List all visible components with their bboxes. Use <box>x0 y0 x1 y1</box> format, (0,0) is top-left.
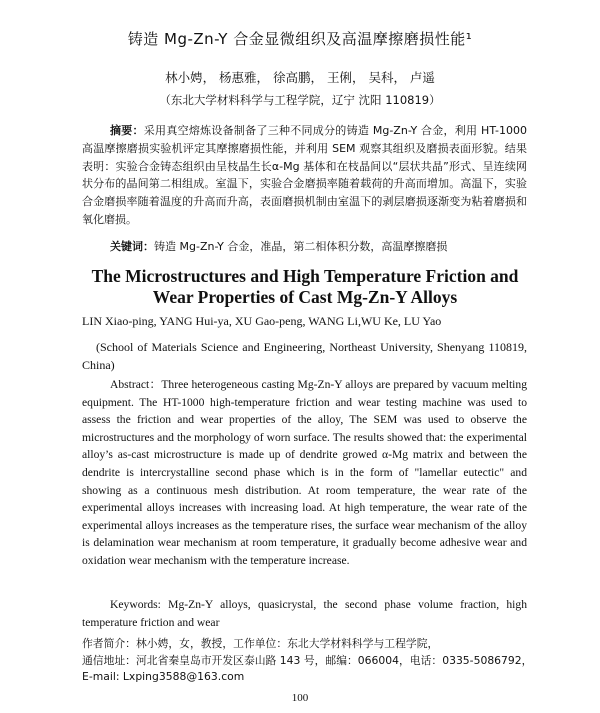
english-abstract <box>82 376 527 570</box>
chinese-authors: 林小娉， 杨惠雅， 徐高鹏， 王俐， 吴科， 卢遥 <box>165 70 435 85</box>
author-intro: 作者简介：林小娉，女，教授，工作单位：东北大学材料科学与工程学院， <box>82 637 439 650</box>
english-keywords-label: Keywords: <box>110 598 161 611</box>
mailing-address: 通信地址：河北省秦皇岛市开发区泰山路 143 号，邮编：066004，电话：0335-5086792， <box>82 653 533 667</box>
chinese-keywords-label: 关键词： <box>110 240 154 253</box>
chinese-abstract-text: 采用真空熔炼设备制备了三种不同成分的铸造 Mg-Zn-Y 合金，利用 HT-1000 高温摩擦磨损实验机评定其摩擦磨损性能，并利用 SEM 观察其组织及磨损表面形貌。结果表明：实验合金铸态组织由呈枝晶生长α-Mg 基体和在枝晶间以“层状共晶”形式、呈连续网状分布的晶间第二相组成。室温下，实验合金磨损率随着载荷的升高而增加。高温下，实验合金磨损率随着温度的升高而升高，表面磨损机制由室温下的剥层磨损逐渐变为粘着磨损和氧化磨损。 <box>82 124 527 226</box>
chinese-keywords <box>110 238 530 254</box>
english-keywords <box>82 596 527 631</box>
author-email: E-mail: Lxping3588@163.com <box>82 670 245 683</box>
english-authors: LIN Xiao-ping, YANG Hui-ya, XU Gao-peng, WANG Li,WU Ke, LU Yao <box>82 314 442 328</box>
page-number: 100 <box>291 692 309 704</box>
english-abstract-text: Three heterogeneous casting Mg-Zn-Y alloys are prepared by vacuum melting equipment. The HT-1000 high-temperature friction and wear testing machine was used to assess the friction and wear properties of the alloy, The SEM was used to observe the microstructures and the morphology of worn surface. The results showed that: the experimental alloy’s as-cast microstructure is made up of dendrite growed α-Mg matrix and between the dendrite is intercrystalline second phase which is in the form of "lamellar eutectic" and showing as a continuous mesh distribution. At room temperature, the wear rate of the experimental alloys increases with increasing load. At high temperature, the wear rate of the experimental alloys increases as the temperature rises, the surface wear mechanism of the alloy is delamination wear mechanism at room temperature, it gradually become adhesive wear and oxidation wear mechanism with the temperature increase. <box>82 378 527 567</box>
english-affiliation: (School of Materials Science and Engineering, Northeast University, Shenyang 110819, China) <box>82 340 527 372</box>
english-keywords-text: Mg-Zn-Y alloys, quasicrystal, the second phase volume fraction, high temperature friction and wear <box>82 598 527 629</box>
chinese-keywords-text: 铸造 Mg-Zn-Y 合金，准晶，第二相体积分数，高温摩擦磨损 <box>154 240 448 253</box>
chinese-affiliation: （东北大学材料科学与工程学院，辽宁 沈阳 110819） <box>159 93 441 107</box>
chinese-abstract-label: 摘要： <box>110 124 144 137</box>
english-abstract-label: Abstract： <box>110 378 162 391</box>
english-title: The Microstructures and High Temperature Friction and Wear Properties of Cast Mg-Zn-Y Alloys <box>91 266 519 307</box>
author-footnote <box>82 636 532 686</box>
chinese-abstract <box>82 122 527 229</box>
chinese-title: 铸造 Mg-Zn-Y 合金显微组织及高温摩擦磨损性能¹ <box>127 30 473 48</box>
